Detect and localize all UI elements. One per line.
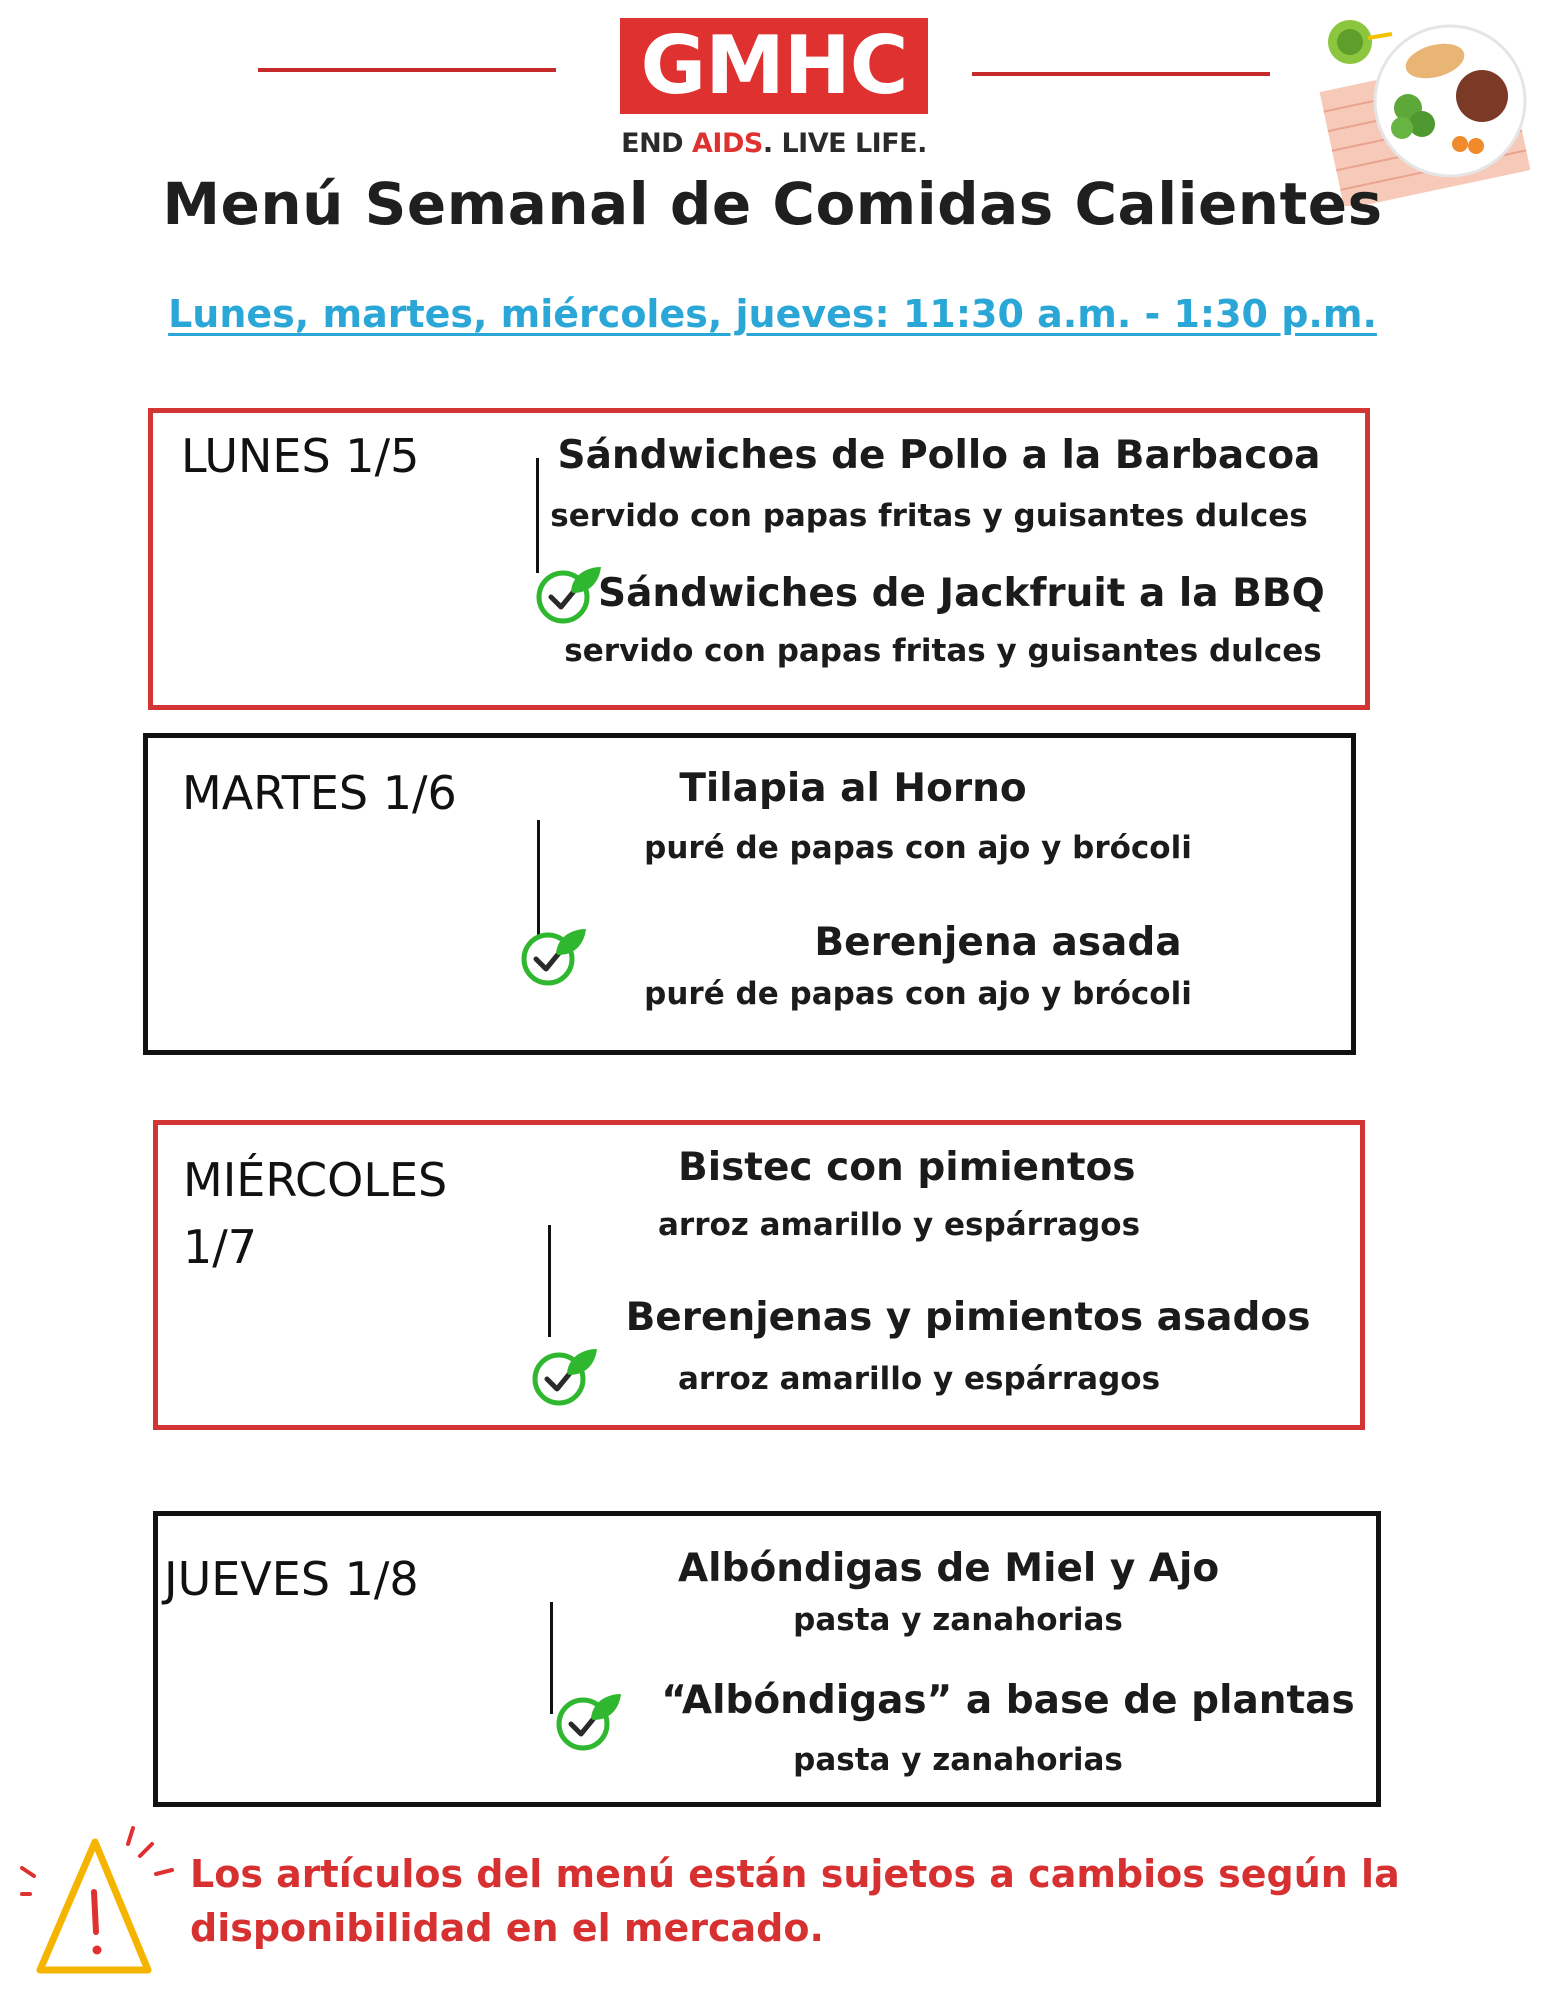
day-name: LUNES 1/5 [181,429,420,483]
vegetarian-side: arroz amarillo y espárragos [678,1361,1161,1397]
header-line-right [972,72,1270,76]
day-name [183,1147,447,1280]
main-dish: Bistec con pimientos [678,1145,1136,1190]
vegetarian-side: puré de papas con ajo y brócoli [644,976,1192,1012]
vegetarian-side: pasta y zanahorias [793,1742,1123,1778]
divider [550,1602,553,1714]
main-dish: Tilapia al Horno [679,766,1027,811]
tagline-start: END [621,128,692,159]
header-line-left [258,68,556,72]
tagline [620,128,928,159]
day-name: JUEVES 1/8 [164,1552,419,1606]
tagline-end: . LIVE LIFE. [762,128,927,159]
leaf-check-icon [535,561,603,625]
day-name: MARTES 1/6 [182,766,457,820]
menu-disclaimer: Los artículos del menú están sujetos a cambios según la disponibilidad en el mercado. [190,1852,1400,1950]
page-title: Menú Semanal de Comidas Calientes [162,170,1383,238]
day-name-line1: MIÉRCOLES [183,1153,448,1207]
main-dish: Albóndigas de Miel y Ajo [678,1546,1220,1591]
vegetarian-dish: Berenjenas y pimientos asados [625,1295,1311,1340]
divider [548,1225,551,1337]
vegetarian-side: servido con papas fritas y guisantes dulces [564,633,1322,669]
day-card-wednesday [153,1120,1365,1430]
vegetarian-dish: Sándwiches de Jackfruit a la BBQ [598,571,1325,616]
warning-triangle-icon [20,1822,180,1992]
vegetarian-dish: Berenjena asada [814,920,1182,965]
gmhc-logo [620,18,928,114]
service-hours-link[interactable]: Lunes, martes, miércoles, jueves: 11:30 a.m. - 1:30 p.m. [168,292,1377,336]
day-card-monday [148,408,1370,710]
logo-text: GMHC [640,19,908,112]
main-side: puré de papas con ajo y brócoli [644,830,1192,866]
main-side: pasta y zanahorias [793,1602,1123,1638]
day-card-thursday [153,1511,1381,1807]
divider [537,820,540,938]
main-dish: Sándwiches de Pollo a la Barbacoa [557,433,1321,478]
main-side: servido con papas fritas y guisantes dulces [550,498,1308,534]
vegetarian-dish: “Albóndigas” a base de plantas [661,1678,1355,1723]
leaf-check-icon [520,923,588,987]
main-side: arroz amarillo y espárragos [658,1207,1141,1243]
leaf-check-icon [531,1343,599,1407]
leaf-check-icon [555,1688,623,1752]
tagline-accent: AIDS [692,128,763,159]
day-card-tuesday [143,733,1356,1055]
day-name-line2: 1/7 [183,1219,258,1274]
